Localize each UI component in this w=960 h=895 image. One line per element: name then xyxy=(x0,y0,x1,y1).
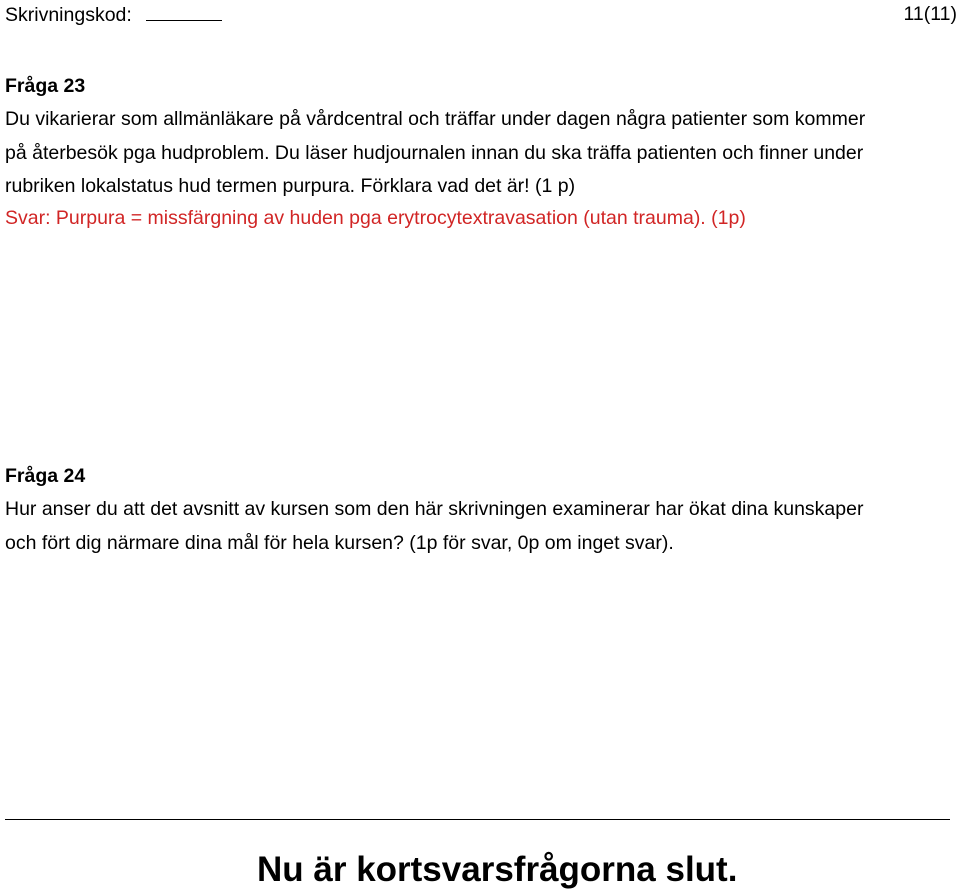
question-23-line: rubriken lokalstatus hud termen purpura. Förklara vad det är! (1 p) xyxy=(5,175,576,197)
question-24-line: Hur anser du att det avsnitt av kursen som den här skrivningen examinerar har ökat dina kunskaper xyxy=(5,498,864,520)
exam-code-label: Skrivningskod: xyxy=(5,4,132,26)
closing-message: Nu är kortsvarsfrågorna slut. xyxy=(257,850,738,889)
exam-code-blank xyxy=(146,2,222,21)
exam-code-field xyxy=(5,2,222,27)
page-number: 11(11) xyxy=(903,3,957,25)
question-23-title: Fråga 23 xyxy=(5,75,86,97)
question-23-line: Du vikarierar som allmänläkare på vårdcentral och träffar under dagen några patienter som kommer xyxy=(5,108,866,130)
question-23-answer: Svar: Purpura = missfärgning av huden pga erytrocytextravasation (utan trauma). (1p) xyxy=(5,207,746,229)
end-divider xyxy=(5,819,950,820)
question-23-line: på återbesök pga hudproblem. Du läser hudjournalen innan du ska träffa patienten och finner under xyxy=(5,142,864,164)
question-24-title: Fråga 24 xyxy=(5,465,86,487)
question-24-line: och fört dig närmare dina mål för hela kursen? (1p för svar, 0p om inget svar). xyxy=(5,532,674,554)
